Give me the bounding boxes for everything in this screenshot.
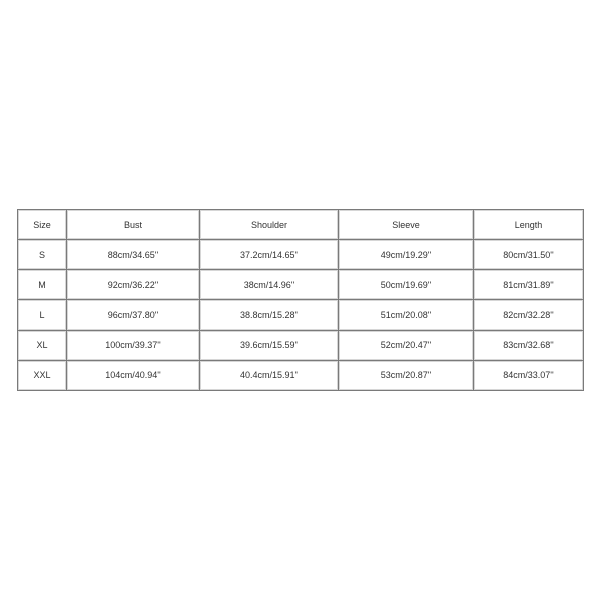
cell-shoulder: 38.8cm/15.28''	[200, 300, 339, 330]
cell-sleeve: 50cm/19.69''	[339, 270, 474, 300]
cell-sleeve: 53cm/20.87''	[339, 361, 474, 391]
size-chart-table	[17, 209, 584, 391]
cell-bust: 92cm/36.22''	[67, 270, 200, 300]
table-row	[18, 270, 584, 300]
cell-size: S	[18, 240, 67, 270]
cell-shoulder: 39.6cm/15.59''	[200, 331, 339, 361]
cell-bust: 96cm/37.80''	[67, 300, 200, 330]
cell-size: M	[18, 270, 67, 300]
table-row	[18, 300, 584, 330]
cell-size: XXL	[18, 361, 67, 391]
cell-sleeve: 49cm/19.29''	[339, 240, 474, 270]
cell-sleeve: 51cm/20.08''	[339, 300, 474, 330]
cell-size: L	[18, 300, 67, 330]
cell-length: 80cm/31.50''	[474, 240, 584, 270]
cell-shoulder: 38cm/14.96''	[200, 270, 339, 300]
cell-shoulder: 37.2cm/14.65''	[200, 240, 339, 270]
header-sleeve: Sleeve	[339, 210, 474, 240]
header-length: Length	[474, 210, 584, 240]
cell-length: 82cm/32.28''	[474, 300, 584, 330]
header-shoulder: Shoulder	[200, 210, 339, 240]
cell-length: 83cm/32.68''	[474, 331, 584, 361]
table-header-row	[18, 210, 584, 240]
cell-bust: 104cm/40.94''	[67, 361, 200, 391]
cell-sleeve: 52cm/20.47''	[339, 331, 474, 361]
header-bust: Bust	[67, 210, 200, 240]
table-row	[18, 331, 584, 361]
cell-bust: 100cm/39.37''	[67, 331, 200, 361]
cell-length: 81cm/31.89''	[474, 270, 584, 300]
table-row	[18, 361, 584, 391]
cell-length: 84cm/33.07''	[474, 361, 584, 391]
table-row	[18, 240, 584, 270]
cell-bust: 88cm/34.65''	[67, 240, 200, 270]
cell-size: XL	[18, 331, 67, 361]
cell-shoulder: 40.4cm/15.91''	[200, 361, 339, 391]
header-size: Size	[18, 210, 67, 240]
